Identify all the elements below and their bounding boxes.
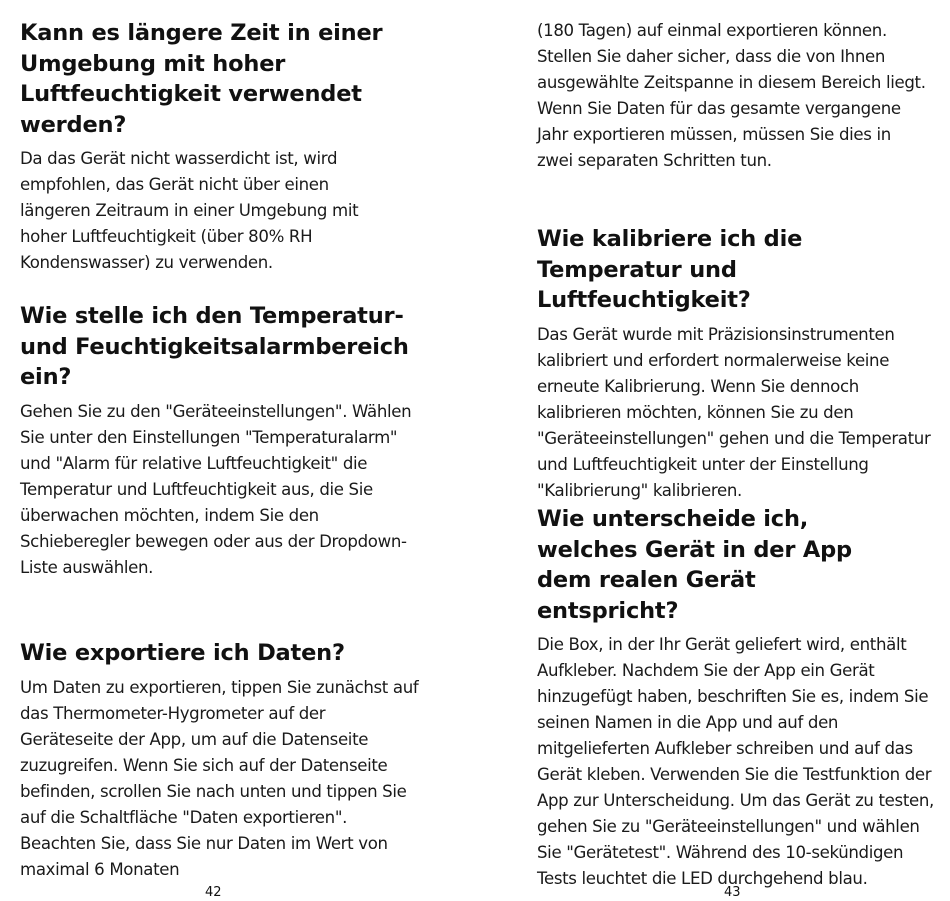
faq-heading: Wie stelle ich den Temperatur- und Feuchtigkeitsalarmbereich ein? — [20, 303, 409, 390]
page-number: 42 — [205, 885, 222, 900]
faq-section-humidity — [20, 18, 430, 276]
page-number: 43 — [724, 885, 741, 900]
faq-answer: Gehen Sie zu den "Geräteeinstellungen". Wählen Sie unter den Einstellungen "Temperaturalarm" und "Alarm für relative Luftfeuchtigkeit" die Temperatur und Luftfeuchtigkeit aus, die Sie überwachen möchten, indem Sie den Schieberegler bewegen oder aus der Dropdown-Liste auswählen. — [20, 401, 412, 577]
faq-section-export-continued — [537, 18, 937, 174]
faq-heading: Wie unterscheide ich, welches Gerät in der App dem realen Gerät entspricht? — [537, 506, 852, 624]
right-page — [537, 0, 937, 901]
faq-heading: Wie exportiere ich Daten? — [20, 640, 345, 666]
faq-section-alarm-range — [20, 301, 430, 581]
faq-answer: Das Gerät wurde mit Präzisionsinstrumenten kalibriert und erfordert normalerweise keine erneute Kalibrierung. Wenn Sie dennoch kalibrieren möchten, können Sie zu den "Geräteeinstellungen" gehen und die Temperatur und Luftfeuchtigkeit unter der Einstellung "Kalibrierung" kalibrieren. — [537, 324, 931, 500]
faq-section-export — [20, 638, 430, 883]
faq-section-calibration — [537, 224, 937, 504]
faq-section-device-identification — [537, 504, 937, 892]
faq-answer: Da das Gerät nicht wasserdicht ist, wird empfohlen, das Gerät nicht über einen längeren Zeitraum in einer Umgebung mit hoher Luftfeuchtigkeit (über 80% RH Kondenswasser) zu verwenden. — [20, 149, 359, 272]
left-page — [20, 0, 430, 901]
faq-heading: Kann es längere Zeit in einer Umgebung mit hoher Luftfeuchtigkeit verwendet werden? — [20, 20, 383, 138]
faq-heading: Wie kalibriere ich die Temperatur und Luftfeuchtigkeit? — [537, 226, 803, 313]
faq-answer: Um Daten zu exportieren, tippen Sie zunächst auf das Thermometer-Hygrometer auf der Geräteseite der App, um auf die Datenseite zuzugreifen. Wenn Sie sich auf der Datenseite befinden, scrollen Sie nach unten und tippen Sie auf die Schaltfläche "Daten exportieren". Beachten Sie, dass Sie nur Daten im Wert von maximal 6 Monaten — [20, 677, 419, 879]
faq-answer-continued: (180 Tagen) auf einmal exportieren können. Stellen Sie daher sicher, dass die von Ihnen ausgewählte Zeitspanne in diesem Bereich liegt. Wenn Sie Daten für das gesamte vergangene Jahr exportieren müssen, müssen Sie dies in zwei separaten Schritten tun. — [537, 21, 926, 170]
faq-answer: Die Box, in der Ihr Gerät geliefert wird, enthält Aufkleber. Nachdem Sie der App ein Gerät hinzugefügt haben, beschriften Sie es, indem Sie seinen Namen in die App und auf den mitgelieferten Aufkleber schreiben und auf das Gerät kleben. Verwenden Sie die Testfunktion der App zur Unterscheidung. Um das Gerät zu testen, gehen Sie zu "Geräteeinstellungen" und wählen Sie "Gerätetest". Während des 10-sekündigen Tests leuchtet die LED durchgehend blau. — [537, 635, 934, 888]
